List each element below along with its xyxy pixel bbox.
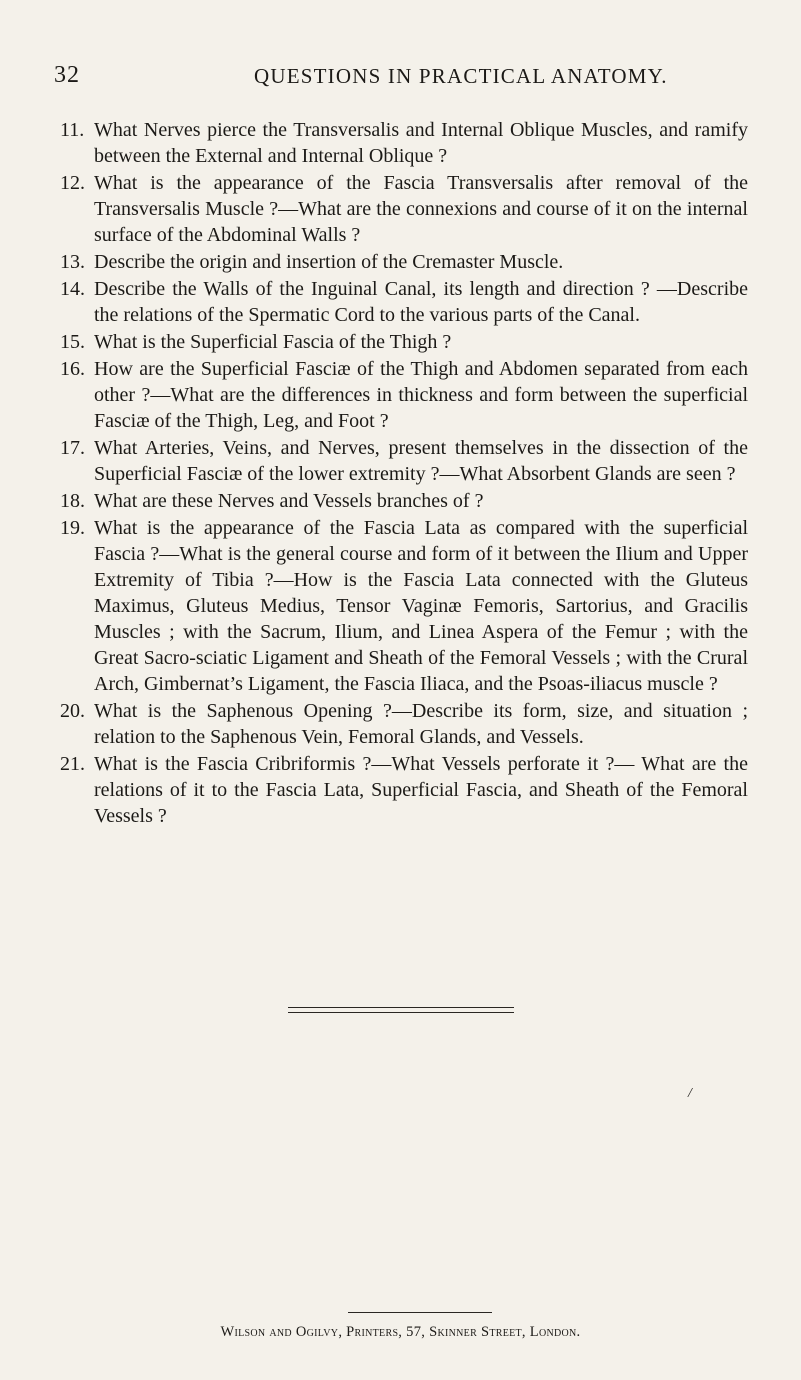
imprint-rule-divider (348, 1312, 492, 1313)
stray-mark: / (688, 1086, 692, 1101)
question-item (60, 329, 748, 355)
question-item (60, 751, 748, 829)
question-list (60, 117, 748, 830)
printer-imprint-text: Wilson and Ogilvy, Printers, 57, Skinner Street, London. (220, 1324, 581, 1340)
question-number: 14. (60, 278, 85, 300)
question-item (60, 698, 748, 750)
question-item (60, 515, 748, 697)
question-text: What is the appearance of the Fascia Transversalis after removal of the Transversalis Muscle ?—What are the connexions and course of it on the internal surface of the Abdominal Walls ? (94, 172, 748, 246)
question-item (60, 435, 748, 487)
question-number: 12. (60, 172, 85, 194)
end-rule-divider (288, 1007, 514, 1013)
question-number: 18. (60, 490, 85, 512)
running-head: QUESTIONS IN PRACTICAL ANATOMY. (254, 64, 668, 88)
question-text: What are these Nerves and Vessels branches of ? (94, 490, 484, 512)
question-number: 20. (60, 700, 85, 722)
question-item (60, 249, 748, 275)
printer-imprint (0, 1324, 801, 1341)
question-text: Describe the origin and insertion of the Cremaster Muscle. (94, 251, 564, 273)
question-number: 16. (60, 358, 85, 380)
question-text: What is the Saphenous Opening ?—Describe its form, size, and situation ; relation to the Saphenous Vein, Femoral Glands, and Vessels. (94, 700, 748, 748)
question-number: 17. (60, 437, 85, 459)
question-number: 13. (60, 251, 85, 273)
question-text: What is the Superficial Fascia of the Thigh ? (94, 331, 452, 353)
question-number: 19. (60, 517, 85, 539)
question-item (60, 488, 748, 514)
question-item (60, 170, 748, 248)
question-text: What Nerves pierce the Transversalis and Internal Oblique Muscles, and ramify between the External and Internal Oblique ? (94, 119, 748, 167)
question-text: What is the Fascia Cribriformis ?—What Vessels perforate it ?— What are the relations of it to the Fascia Lata, Superficial Fascia, and Sheath of the Femoral Vessels ? (94, 753, 748, 827)
question-number: 11. (60, 119, 85, 141)
question-number: 15. (60, 331, 85, 353)
question-text: Describe the Walls of the Inguinal Canal, its length and direction ? —Describe the relations of the Spermatic Cord to the various parts of the Canal. (94, 278, 748, 326)
question-number: 21. (60, 753, 85, 775)
page-header (54, 62, 754, 92)
question-text: How are the Superficial Fasciæ of the Thigh and Abdomen separated from each other ?—What are the differences in thickness and form between the superficial Fasciæ of the Thigh, Leg, and Foot ? (94, 358, 748, 432)
question-item (60, 356, 748, 434)
page-number: 32 (54, 62, 80, 88)
question-item (60, 276, 748, 328)
question-text: What is the appearance of the Fascia Lata as compared with the superficial Fascia ?—What is the general course and form of it between the Ilium and Upper Extremity of Tibia ?—How is the Fascia Lata connected with the Gluteus Maximus, Gluteus Medius, Tensor Vaginæ Femoris, Sartorius, and Gracilis Muscles ; with the Sacrum, Ilium, and Linea Aspera of the Femur ; with the Great Sacro-sciatic Ligament and Sheath of the Femoral Vessels ; with the Crural Arch, Gimbernat’s Ligament, the Fascia Iliaca, and the Psoas-iliacus muscle ? (94, 517, 748, 695)
question-text: What Arteries, Veins, and Nerves, present themselves in the dissection of the Superficial Fasciæ of the lower extremity ?—What Absorbent Glands are seen ? (94, 437, 748, 485)
question-item (60, 117, 748, 169)
